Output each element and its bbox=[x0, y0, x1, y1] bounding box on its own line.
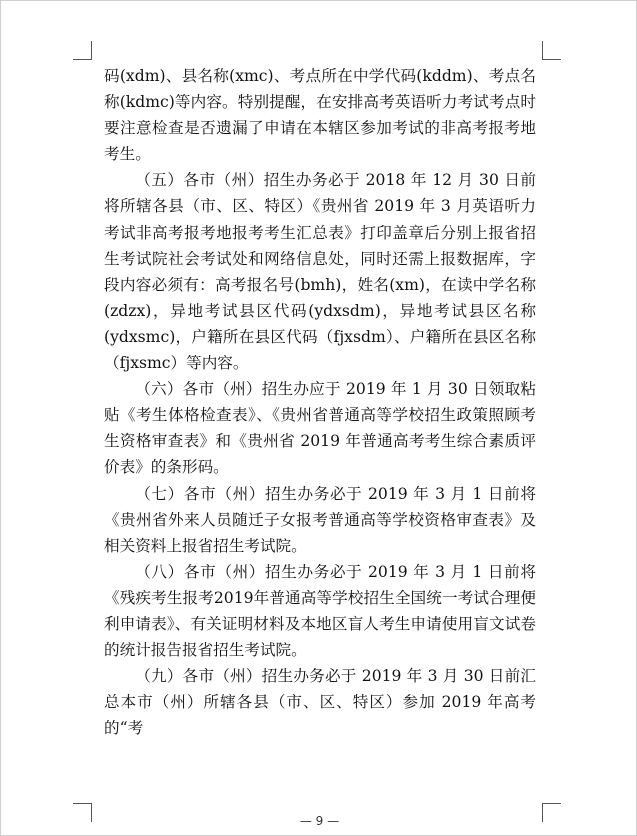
paragraph-item-8: （八）各市（州）招生办务必于 2019 年 3 月 1 日前将《残疾考生报考2019年普通高等学校招生全国统一考试合理便利申请表》、有关证明材料及本地区盲人考生申请使用盲文试卷的统计报告报省招生考试院。 bbox=[104, 562, 536, 660]
paragraph-item-7: （七）各市（州）招生办务必于 2019 年 3 月 1 日前将《贵州省外来人员随迁子女报考普通高等学校资格审查表》及相关资料上报省招生考试院。 bbox=[104, 484, 536, 555]
paragraph-item-6: （六）各市（州）招生办应于 2019 年 1 月 30 日领取粘贴《考生体格检查表》、《贵州省普通高等学校招生政策照顾考生资格审查表》和《贵州省 2019 年普通高考考生综合素质评价表》的条形码。 bbox=[104, 380, 536, 477]
crop-mark-top-left bbox=[73, 41, 92, 60]
paragraph-item-5: （五）各市（州）招生办务必于 2018 年 12 月 30 日前将所辖各县（市、区、特区）《贵州省 2019 年 3 月英语听力考试非高考报考地报考考生汇总表》打印盖章后分别上报省招生考试院社会考试处和网络信息处，同时还需上报数据库，字段内容必须有：高考报名号(bmh)，姓名(xm)，在读中学名称(zdzx)，异地考试县区代码(ydxsdm)，异地考试县区名称(ydxsmc)，户籍所在县区代码（fjxsdm）、户籍所在县区名称（fjxsmc）等内容。 bbox=[104, 171, 536, 373]
document-body bbox=[104, 63, 536, 741]
crop-mark-top-right bbox=[542, 41, 561, 60]
paragraph-item-9: （九）各市（州）招生办务必于 2019 年 3 月 30 日前汇总本市（州）所辖各县（市、区、特区）参加 2019 年高考的“考 bbox=[104, 667, 536, 738]
paragraph-continuation: 码(xdm)、县名称(xmc)、考点所在中学代码(kddm)、考点名称(kdmc)等内容。特别提醒，在安排高考英语听力考试考点时要注意检查是否遗漏了申请在本辖区参加考试的非高考报考地考生。 bbox=[104, 67, 536, 164]
page-number: — 9 — bbox=[299, 814, 340, 828]
